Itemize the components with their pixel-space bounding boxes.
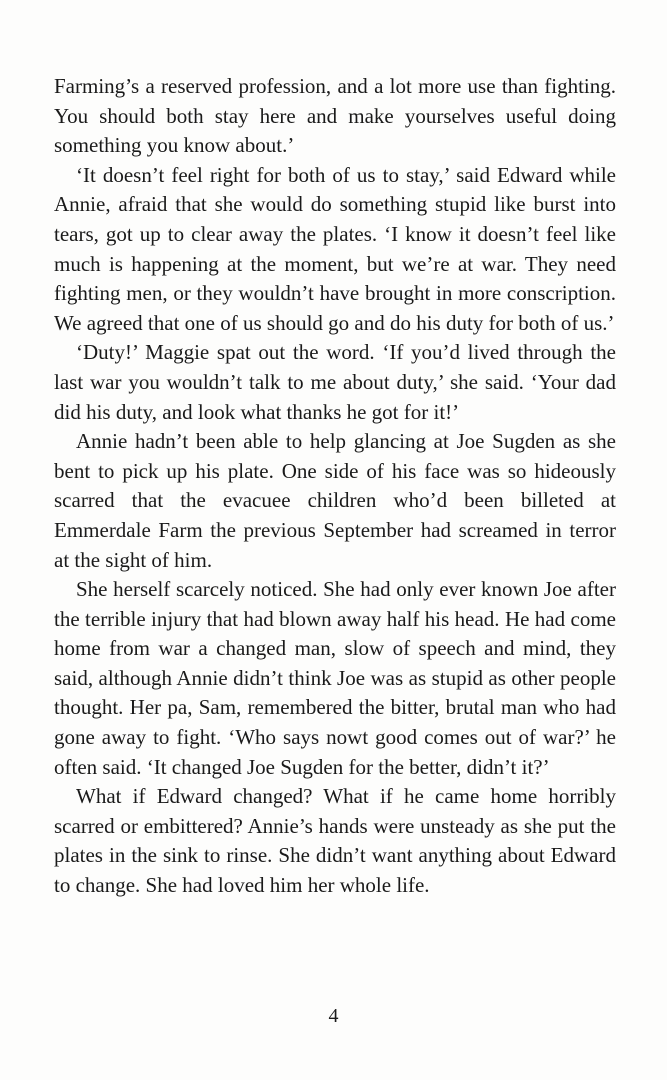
paragraph-6: What if Edward changed? What if he came home horribly scarred or embittered? Annie’s hands were unsteady as she put the plates in the sink to rinse. She didn’t want anything about Edward to change. She had loved him her whole life. [54,784,616,898]
page-number: 4 [328,1005,339,1027]
paragraph-3: ‘Duty!’ Maggie spat out the word. ‘If you’d lived through the last war you wouldn’t talk to me about duty,’ she said. ‘Your dad did his duty, and look what thanks he got for it!’ [54,340,616,424]
body-text [54,72,616,901]
paragraph-5: She herself scarcely noticed. She had only ever known Joe after the terrible injury that had blown away half his head. He had come home from war a changed man, slow of speech and mind, they said, although Annie didn’t think Joe was as stupid as other people thought. Her pa, Sam, remembered the bitter, brutal man who had gone away to fight. ‘Who says nowt good comes out of war?’ he often said. ‘It changed Joe Sugden for the better, didn’t it?’ [54,577,616,779]
paragraph-2: ‘It doesn’t feel right for both of us to stay,’ said Edward while Annie, afraid that she would do something stupid like burst into tears, got up to clear away the plates. ‘I know it doesn’t feel like much is happening at the moment, but we’re at war. They need fighting men, or they wouldn’t have brought in more conscription. We agreed that one of us should go and do his duty for both of us.’ [54,162,616,335]
paragraph-4: Annie hadn’t been able to help glancing at Joe Sugden as she bent to pick up his plate. One side of his face was so hideously scarred that the evacuee children who’d been billeted at Emmerdale Farm the previous September had screamed in terror at the sight of him. [54,429,616,572]
paragraph-1: Farming’s a reserved profession, and a lot more use than fighting. You should both stay here and make yourselves useful doing something you know about.’ [54,74,616,158]
